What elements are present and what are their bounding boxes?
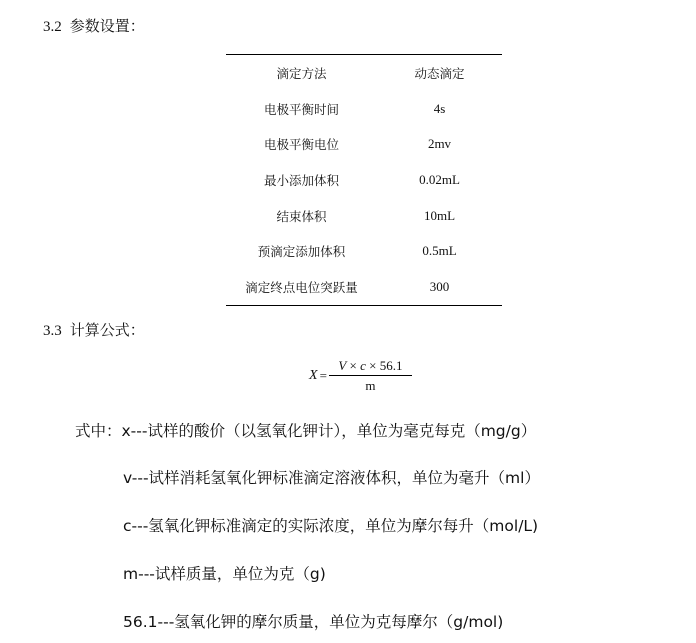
parameter-label: 预滴定添加体积 <box>257 244 346 260</box>
explanation-line: 式中：x---试样的酸价（以氢氧化钾计），单位为毫克每克（mg/g） <box>75 422 537 440</box>
formula-lhs: X <box>309 367 318 383</box>
formula-times-sign: × <box>369 357 377 373</box>
parameters-table <box>226 54 502 306</box>
table-row <box>226 55 502 91</box>
parameter-label: 电极平衡时间 <box>263 101 339 117</box>
acid-value-formula <box>309 353 412 398</box>
section-heading-formula <box>43 320 145 341</box>
formula-equals: = <box>319 367 327 383</box>
parameter-label: 电极平衡电位 <box>263 137 339 153</box>
table-row <box>226 91 502 127</box>
explanation-line: v---试样消耗氢氧化钾标准滴定溶液体积，单位为毫升（ml） <box>123 469 540 487</box>
parameter-value: 10mL <box>423 207 456 223</box>
parameter-value: 动态滴定 <box>414 65 465 81</box>
formula-constant: 56.1 <box>379 357 403 373</box>
section-title: 计算公式： <box>69 321 145 339</box>
table-row <box>226 198 502 234</box>
parameter-label: 最小添加体积 <box>263 172 339 188</box>
table-row <box>226 233 502 269</box>
formula-var-v: V <box>338 357 347 373</box>
section-number: 3.2 <box>43 19 62 35</box>
table-row <box>226 162 502 198</box>
formula-var-c: c <box>360 357 366 373</box>
explanation-line: 56.1---氢氧化钾的摩尔质量，单位为克每摩尔（g/mol) <box>123 613 504 631</box>
formula-times-sign: × <box>349 357 357 373</box>
table-row <box>226 269 502 305</box>
section-title: 参数设置： <box>69 17 145 35</box>
section-number: 3.3 <box>43 323 62 339</box>
formula-denominator: m <box>365 377 376 393</box>
parameter-label: 结束体积 <box>276 208 327 224</box>
parameter-label: 滴定方法 <box>276 65 327 81</box>
formula-numerator <box>336 358 404 375</box>
parameter-label: 滴定终点电位突跃量 <box>245 279 358 295</box>
explanation-line: m---试样质量，单位为克（g) <box>123 565 326 583</box>
parameter-value: 4s <box>433 100 446 116</box>
explanation-line: c---氢氧化钾标准滴定的实际浓度，单位为摩尔每升（mol/L) <box>123 517 539 535</box>
parameter-value: 2mv <box>427 136 452 152</box>
table-row <box>226 126 502 162</box>
section-heading-parameters <box>43 16 145 37</box>
parameter-value: 0.02mL <box>419 171 460 187</box>
formula-fraction <box>329 358 412 394</box>
parameter-value: 0.5mL <box>422 243 457 259</box>
parameter-value: 300 <box>429 278 450 294</box>
